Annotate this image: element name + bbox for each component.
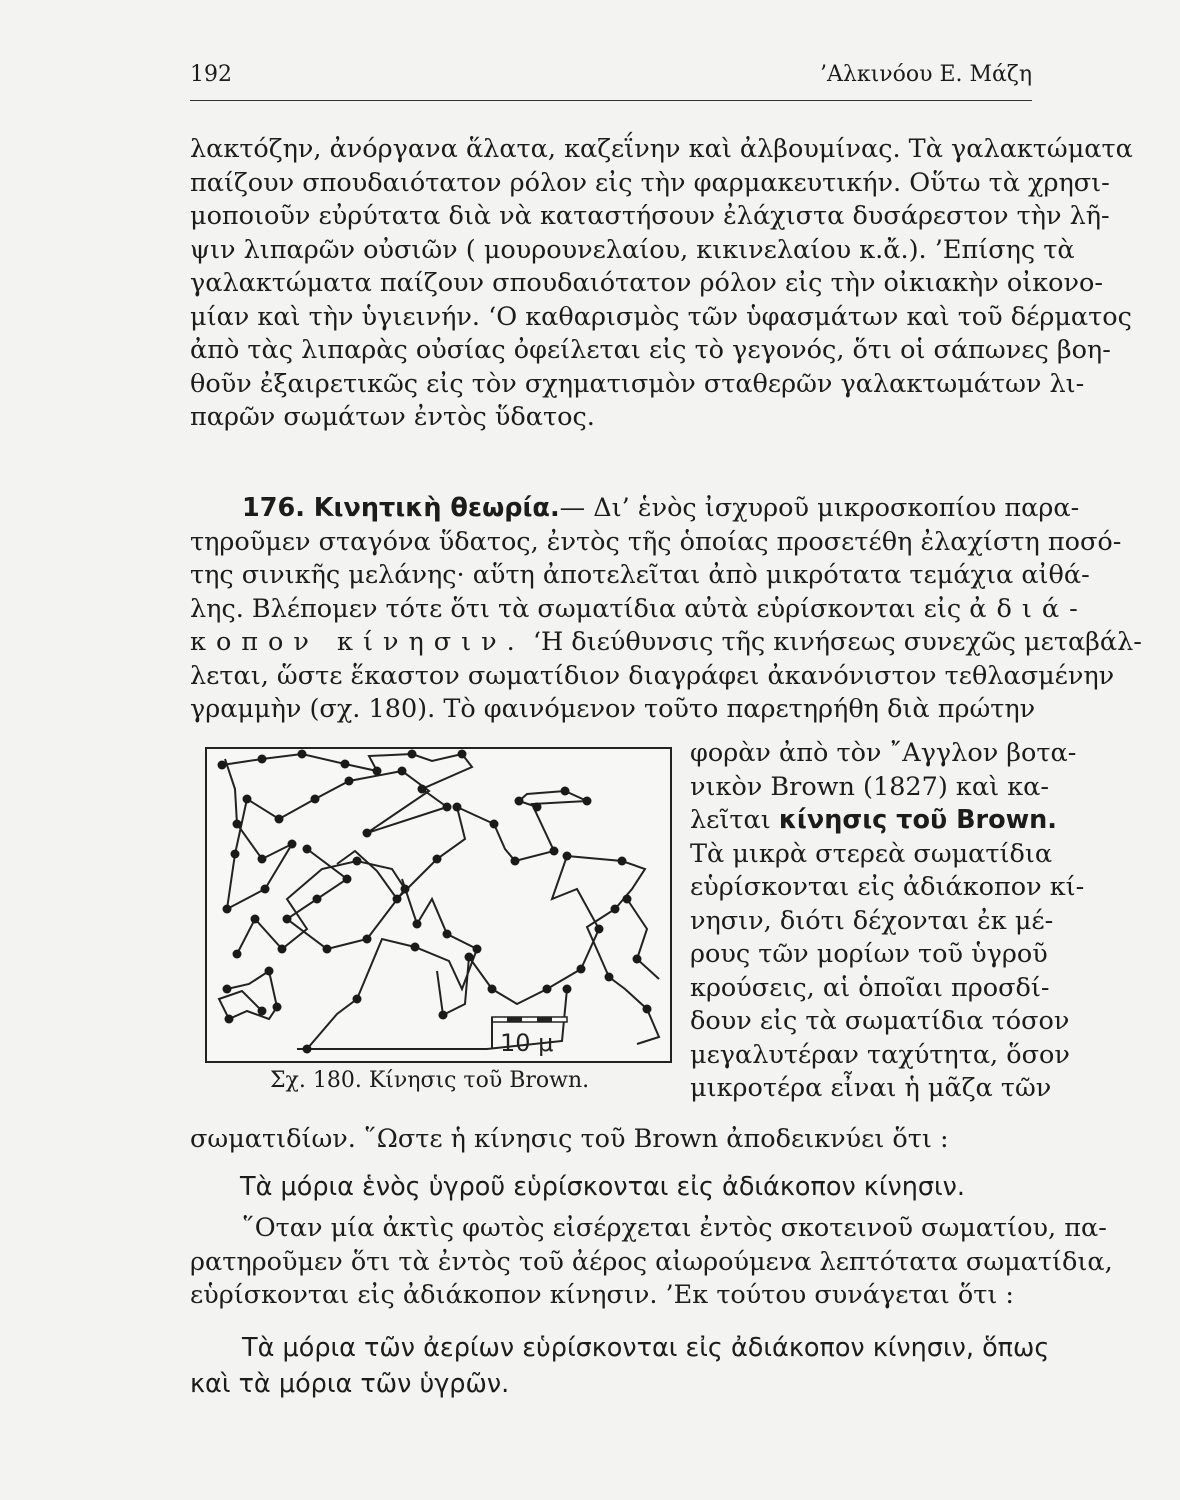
text-line: ἀπὸ τὰς λιπαρὰς οὐσίας ὀφείλεται εἰς τὸ γεγονός, ὅτι οἱ σάπωνες βοη-: [190, 335, 1111, 365]
running-title: ’Αλκινόου Ε. Μάζη: [820, 62, 1032, 87]
figure-caption: Σχ. 180. Κίνησις τοῦ Brown.: [270, 1068, 590, 1093]
particle-dot: [243, 795, 252, 804]
particle-dot: [251, 915, 260, 924]
particle-dot: [623, 895, 632, 904]
text-line: Τὰ μόρια τῶν ἀερίων εὑρίσκονται εἰς ἀδιάκοπον κίνησιν, ὅπως: [242, 1333, 1050, 1363]
particle-dot: [311, 795, 320, 804]
section-first-line-text: — Δι’ ἑνὸς ἰσχυροῦ μικροσκοπίου παρα-: [559, 493, 1080, 523]
section-first-line: [190, 492, 1080, 526]
text-line-part: λης. Βλέπομεν τότε ὅτι τὰ σωματίδια αὐτὰ εὑρίσκονται εἰς: [190, 593, 962, 624]
text-line: θοῦν ἐξαιρετικῶς εἰς τὸν σχηματισμὸν σταθερῶν γαλακτωμάτων λι-: [190, 368, 1085, 399]
particle-dot: [643, 1005, 652, 1014]
particle-dot: [533, 803, 542, 812]
particle-dot: [408, 750, 417, 759]
particle-dot: [595, 925, 604, 934]
text-line: λεται, ὥστε ἕκαστον σωματίδιον διαγράφει ἀκανόνιστον τεθλασμένην: [190, 660, 1115, 691]
spaced-term: κοπον κίνησιν.: [190, 627, 525, 657]
paragraph-light-ray: [190, 1212, 1113, 1313]
particle-dot: [275, 815, 284, 824]
paragraph-emulsions: [190, 133, 1133, 435]
text-line: μικροτέρα εἶναι ἡ μᾶζα τῶν: [690, 1073, 1052, 1103]
page-number: 192: [190, 62, 232, 87]
text-line: τηροῦμεν σταγόνα ὕδατος, ἐντὸς τῆς ὁποίας προσετέθη ἐλαχίστη ποσό-: [190, 526, 1122, 557]
text-line: [190, 593, 1088, 627]
text-line: ῞Οταν μία ἀκτὶς φωτὸς εἰσέρχεται ἐντὸς σκοτεινοῦ σωματίου, πα-: [242, 1213, 1107, 1243]
statement-liquids: Τὰ μόρια ἑνὸς ὑγροῦ εὑρίσκονται εἰς ἀδιάκοπον κίνησιν.: [240, 1172, 965, 1202]
bold-term: κίνησις τοῦ Brown.: [778, 805, 1057, 835]
particle-dot: [633, 955, 642, 964]
particle-dot: [488, 985, 497, 994]
particle-dot: [341, 760, 350, 769]
text-line: [690, 804, 1057, 838]
text-line: εὑρίσκονται εἰς ἀδιάκοπον κί-: [690, 872, 1085, 902]
particle-dot: [413, 920, 422, 929]
particle-dot: [398, 767, 407, 776]
text-line: μίαν καὶ τὴν ὑγιεινήν. ‘Ο καθαρισμὸς τῶν ὑφασμάτων καὶ τοῦ δέρματος: [190, 301, 1132, 332]
particle-dot: [577, 965, 586, 974]
spaced-term: ἀδιά-: [969, 593, 1088, 624]
brownian-paths-diagram: [207, 749, 670, 1061]
particle-dot: [550, 847, 559, 856]
particle-dot: [323, 945, 332, 954]
particle-dot: [303, 1045, 312, 1054]
particle-dot: [258, 1007, 267, 1016]
text-line: γραμμὴν (σχ. 180). Τὸ φαινόμενον τοῦτο παρετηρήθη διὰ πρώτην: [190, 694, 1036, 724]
text-line: νικὸν Brown (1827) καὶ κα-: [690, 771, 1049, 802]
text-line: Τὰ μικρὰ στερεὰ σωματίδια: [690, 838, 1053, 869]
particle-dot: [303, 845, 312, 854]
text-line: σωματιδίων. ῞Ωστε ἡ κίνησις τοῦ Brown ἀποδεικνύει ὅτι :: [190, 1124, 949, 1154]
particle-dot: [288, 840, 297, 849]
section-heading: 176. Κινητικὴ θεωρία.: [242, 493, 560, 523]
text-line: μεγαλυτέραν ταχύτητα, ὅσον: [690, 1039, 1070, 1070]
particle-dot: [345, 777, 354, 786]
particle-dot: [265, 967, 274, 976]
text-line: λακτόζην, ἀνόργανα ἅλατα, καζεΐνην καὶ ἀλβουμίνας. Τὰ γαλακτώματα: [190, 134, 1133, 164]
text-line: δουν εἰς τὰ σωματίδια τόσον: [690, 1006, 1070, 1036]
particle-dot: [490, 820, 499, 829]
particle-path: [219, 971, 277, 1019]
particle-dot: [353, 995, 362, 1004]
scale-label: 10 μ: [500, 1029, 554, 1057]
particle-dot: [473, 945, 482, 954]
particle-dot: [343, 875, 352, 884]
particle-dot: [283, 915, 292, 924]
text-line: γαλακτώματα παίζουν σπουδαιότατον ρόλον εἰς τὴν οἰκιακὴν οἰκονο-: [190, 268, 1103, 298]
text-line-part: λεῖται: [690, 805, 771, 835]
brownian-motion-figure: [205, 747, 672, 1063]
particle-dot: [278, 945, 287, 954]
particle-dot: [561, 787, 570, 796]
text-line: καὶ τὰ μόρια τῶν ὑγρῶν.: [190, 1369, 510, 1399]
particle-dot: [373, 767, 382, 776]
particle-dot: [363, 935, 372, 944]
text-line: [190, 626, 1142, 660]
conclusion-line: [190, 1123, 1032, 1157]
particle-dot: [363, 829, 372, 838]
particle-dot: [393, 895, 402, 904]
particle-dot: [443, 803, 452, 812]
particle-dot: [618, 857, 627, 866]
particle-dot: [218, 761, 227, 770]
text-line: νησιν, διότι δέχονται ἐκ μέ-: [690, 905, 1054, 936]
particle-dot: [258, 855, 267, 864]
section-kinetic-theory: [190, 492, 1142, 727]
particle-dot: [453, 803, 462, 812]
text-line: εὑρίσκονται εἰς ἀδιάκοπον κίνησιν. ’Εκ τούτου συνάγεται ὅτι :: [190, 1280, 1015, 1310]
particle-dot: [223, 985, 232, 994]
text-line: ψιν λιπαρῶν οὐσιῶν ( μουρουνελαίου, κικινελαίου κ.ἄ.). ’Επίσης τὰ: [190, 234, 1075, 265]
text-line: φορὰν ἀπὸ τὸν ῎Αγγλον βοτα-: [690, 738, 1077, 768]
text-line: παίζουν σπουδαιότατον ρόλον εἰς τὴν φαρμακευτικήν. Οὕτω τὰ χρησι-: [190, 167, 1110, 198]
particle-path: [627, 899, 659, 979]
particle-dot: [465, 953, 474, 962]
particle-dot: [233, 820, 242, 829]
text-line: ρους τῶν μορίων τοῦ ὑγροῦ: [690, 939, 1048, 969]
particle-dot: [605, 973, 614, 982]
particle-dot: [563, 852, 572, 861]
particle-dot: [411, 943, 420, 952]
scale-bar: [492, 1017, 567, 1057]
particle-dot: [261, 885, 270, 894]
particle-dot: [401, 885, 410, 894]
particle-dot: [223, 905, 232, 914]
statement-gases: [190, 1330, 1050, 1402]
text-line: της σινικῆς μελάνης· αὕτη ἀποτελεῖται ἀπὸ μικρότατα τεμάχια αἰθά-: [190, 560, 1090, 590]
particle-dot: [225, 1015, 234, 1024]
text-line: μοποιοῦν εὐρύτατα διὰ νὰ καταστήσουν ἐλάχιστα δυσάρεστον τὴν λῆ-: [190, 201, 1110, 231]
particle-dot: [258, 755, 267, 764]
page-header: [190, 60, 1032, 101]
particle-dot: [511, 857, 520, 866]
particle-path: [237, 849, 405, 954]
particle-dot: [231, 850, 240, 859]
particle-dot: [418, 785, 427, 794]
side-column-text: [690, 737, 1085, 1106]
particle-dot: [353, 857, 362, 866]
particle-path: [567, 856, 659, 1044]
particle-dot: [583, 797, 592, 806]
particle-dot: [273, 1003, 282, 1012]
particle-dot: [543, 985, 552, 994]
particle-dot: [458, 750, 467, 759]
particle-dot: [611, 905, 620, 914]
text-line: κρούσεις, αἱ ὁποῖαι προσδί-: [690, 972, 1050, 1003]
particle-path: [437, 856, 599, 1015]
particle-dot: [298, 750, 307, 759]
particle-dot: [515, 797, 524, 806]
text-line-part: ‘Η διεύθυνσις τῆς κινήσεως συνεχῶς μεταβάλ-: [532, 627, 1142, 657]
particle-dot: [443, 930, 452, 939]
text-line: ρατηροῦμεν ὅτι τὰ ἐντὸς τοῦ ἀέρος αἰωρούμενα λεπτότατα σωματίδια,: [190, 1246, 1113, 1277]
particle-dot: [563, 985, 572, 994]
text-line: παρῶν σωμάτων ἐντὸς ὕδατος.: [190, 402, 595, 432]
particle-dot: [313, 895, 322, 904]
particle-dot: [439, 1011, 448, 1020]
particle-path: [337, 791, 587, 899]
particle-dot: [433, 855, 442, 864]
particle-dot: [233, 950, 242, 959]
